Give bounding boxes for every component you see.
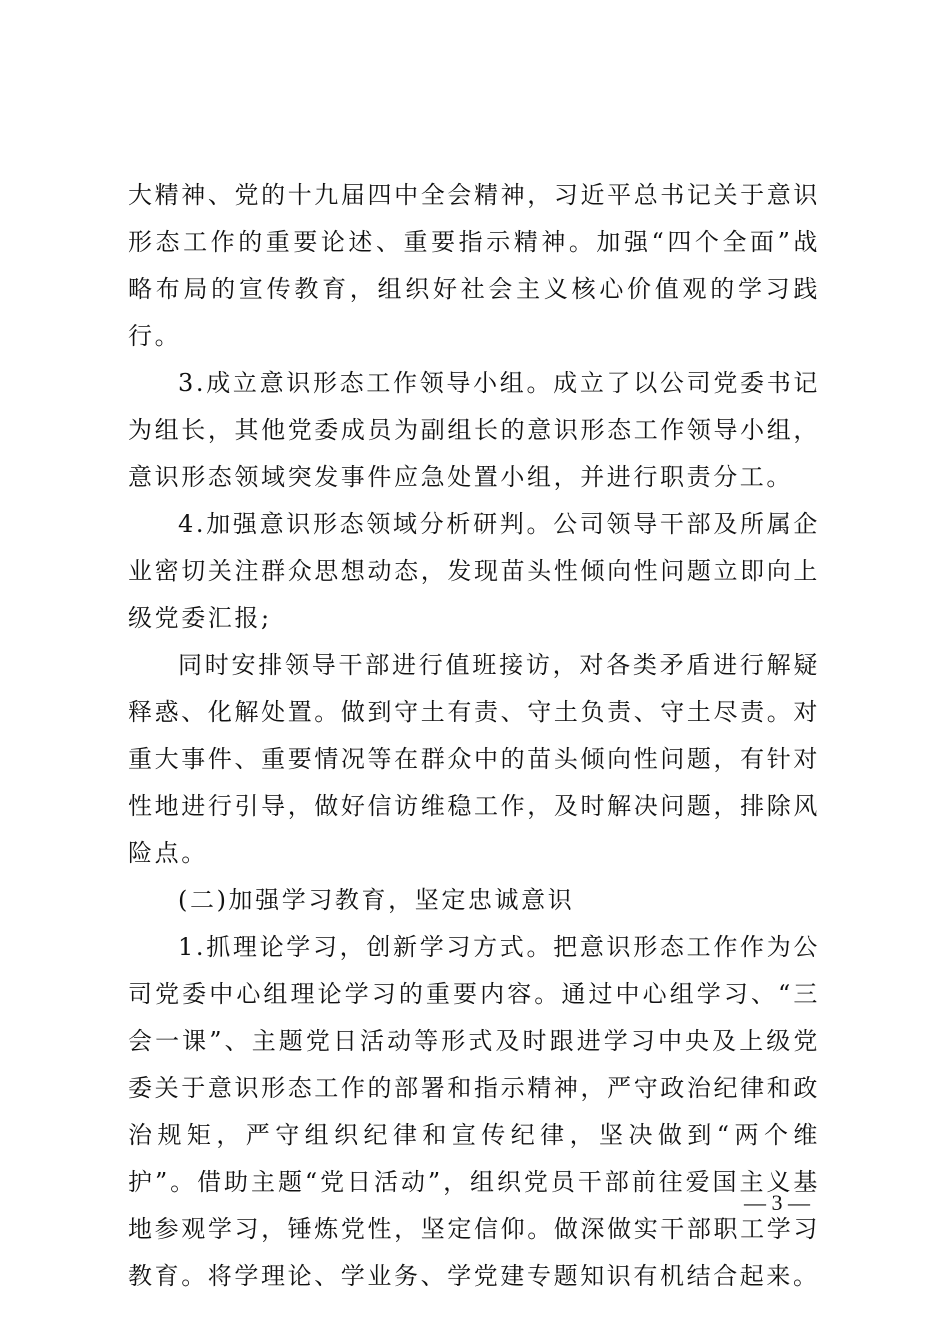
paragraph-item-4: 4.加强意识形态领域分析研判。公司领导干部及所属企业密切关注群众思想动态，发现苗头性倾向性问题立即向上级党委汇报;: [128, 510, 820, 632]
paragraph-continuation: 大精神、党的十九届四中全会精神，习近平总书记关于意识形态工作的重要论述、重要指示精神。加强“四个全面”战略布局的宣传教育，组织好社会主义核心价值观的学习践行。: [128, 181, 820, 350]
paragraph-followup: 同时安排领导干部进行值班接访，对各类矛盾进行解疑释惑、化解处置。做到守土有责、守土负责、守土尽责。对重大事件、重要情况等在群众中的苗头倾向性问题，有针对性地进行引导，做好信访维稳工作，及时解决问题，排除风险点。: [128, 651, 820, 867]
section-heading: (二)加强学习教育，坚定忠诚意识: [178, 886, 575, 914]
page-number: — 3 —: [744, 1190, 810, 1215]
body-text: [128, 172, 820, 1300]
paragraph-item-1: 1.抓理论学习，创新学习方式。把意识形态工作作为公司党委中心组理论学习的重要内容。通过中心组学习、“三会一课”、主题党日活动等形式及时跟进学习中央及上级党委关于意识形态工作的部署和指示精神，严守政治纪律和政治规矩，严守组织纪律和宣传纪律，坚决做到“两个维护”。借助主题“党日活动”，组织党员干部前往爱国主义基地参观学习，锤炼党性，坚定信仰。做深做实干部职工学习教育。将学理论、学业务、学党建专题知识有机结合起来。: [128, 933, 820, 1290]
paragraph-item-3: 3.成立意识形态工作领导小组。成立了以公司党委书记为组长，其他党委成员为副组长的意识形态工作领导小组，意识形态领域突发事件应急处置小组，并进行职责分工。: [128, 369, 820, 491]
